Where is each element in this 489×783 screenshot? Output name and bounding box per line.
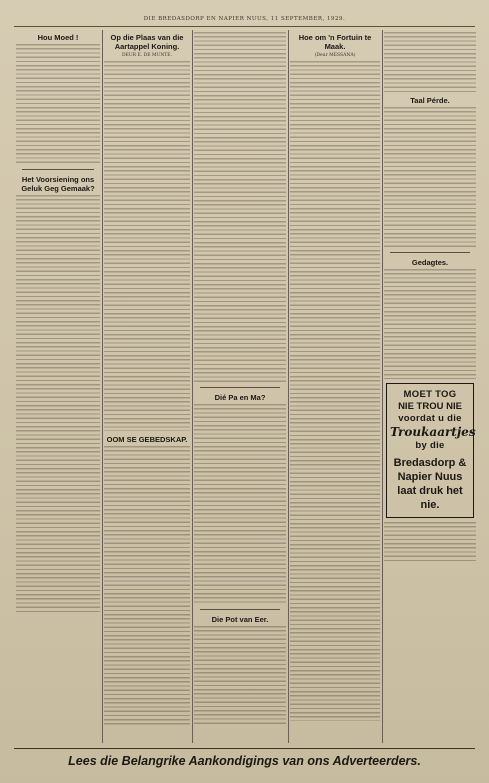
- article-heading: Hoe om 'n Fortuin te Maak.: [298, 33, 372, 51]
- article-heading: Gedagtes.: [411, 258, 449, 267]
- column-rule: [102, 30, 103, 743]
- article-body: [290, 61, 380, 721]
- divider: [200, 609, 280, 610]
- ad-line: Napier Nuus: [397, 471, 463, 483]
- advertisement: [386, 383, 474, 518]
- divider: [390, 252, 470, 253]
- masthead: DIE BREDASDORP EN NAPIER NUUS, 11 SEPTEMBER, 1929.: [14, 12, 475, 27]
- ad-line: voordat u die: [398, 413, 462, 424]
- article-body: [194, 32, 286, 382]
- ad-line: Troukaartjes: [390, 425, 476, 439]
- article-heading: OOM SE GEBEDSKAP.: [106, 435, 188, 444]
- ad-line: MOET TOG: [403, 389, 457, 400]
- ad-line: Bredasdorp &: [393, 457, 467, 469]
- column-1: [16, 30, 100, 743]
- article-body: [194, 626, 286, 726]
- column-3: [194, 30, 286, 743]
- article-heading: Dié Pa en Ma?: [214, 393, 266, 402]
- column-2: [104, 30, 190, 743]
- article-body: [384, 522, 476, 562]
- article-body: [384, 32, 476, 92]
- column-4: [290, 30, 380, 743]
- column-rule: [288, 30, 289, 743]
- ad-line: nie.: [420, 499, 440, 511]
- article-heading: Het Voorsiening ons Geluk Geg Gemaak?: [21, 175, 95, 193]
- column-rule: [382, 30, 383, 743]
- divider: [200, 387, 280, 388]
- article-body: [384, 107, 476, 247]
- article-byline: DEUR E. DE MUNTE.: [121, 53, 173, 58]
- article-body: [384, 269, 476, 379]
- ad-line: by die: [415, 440, 445, 451]
- footer-banner: Lees die Belangrike Aankondigings van ons Adverteerders.: [14, 748, 475, 773]
- article-body: [16, 195, 100, 615]
- article-heading: Hou Moed !: [37, 33, 79, 42]
- article-heading: Die Pot van Eer.: [211, 615, 269, 624]
- divider: [22, 169, 94, 170]
- article-heading: Op die Plaas van die Aartappel Koning.: [110, 33, 184, 51]
- column-5: [384, 30, 476, 743]
- column-rule: [192, 30, 193, 743]
- article-body: [104, 61, 190, 431]
- article-body: [16, 44, 100, 164]
- ad-line: NIE TROU NIE: [398, 401, 462, 412]
- article-body: [194, 404, 286, 604]
- ad-line: laat druk het: [397, 485, 463, 497]
- article-heading: Taal Pérde.: [410, 96, 450, 105]
- article-body: [104, 446, 190, 726]
- article-byline: (Deur MESSANA): [314, 53, 356, 58]
